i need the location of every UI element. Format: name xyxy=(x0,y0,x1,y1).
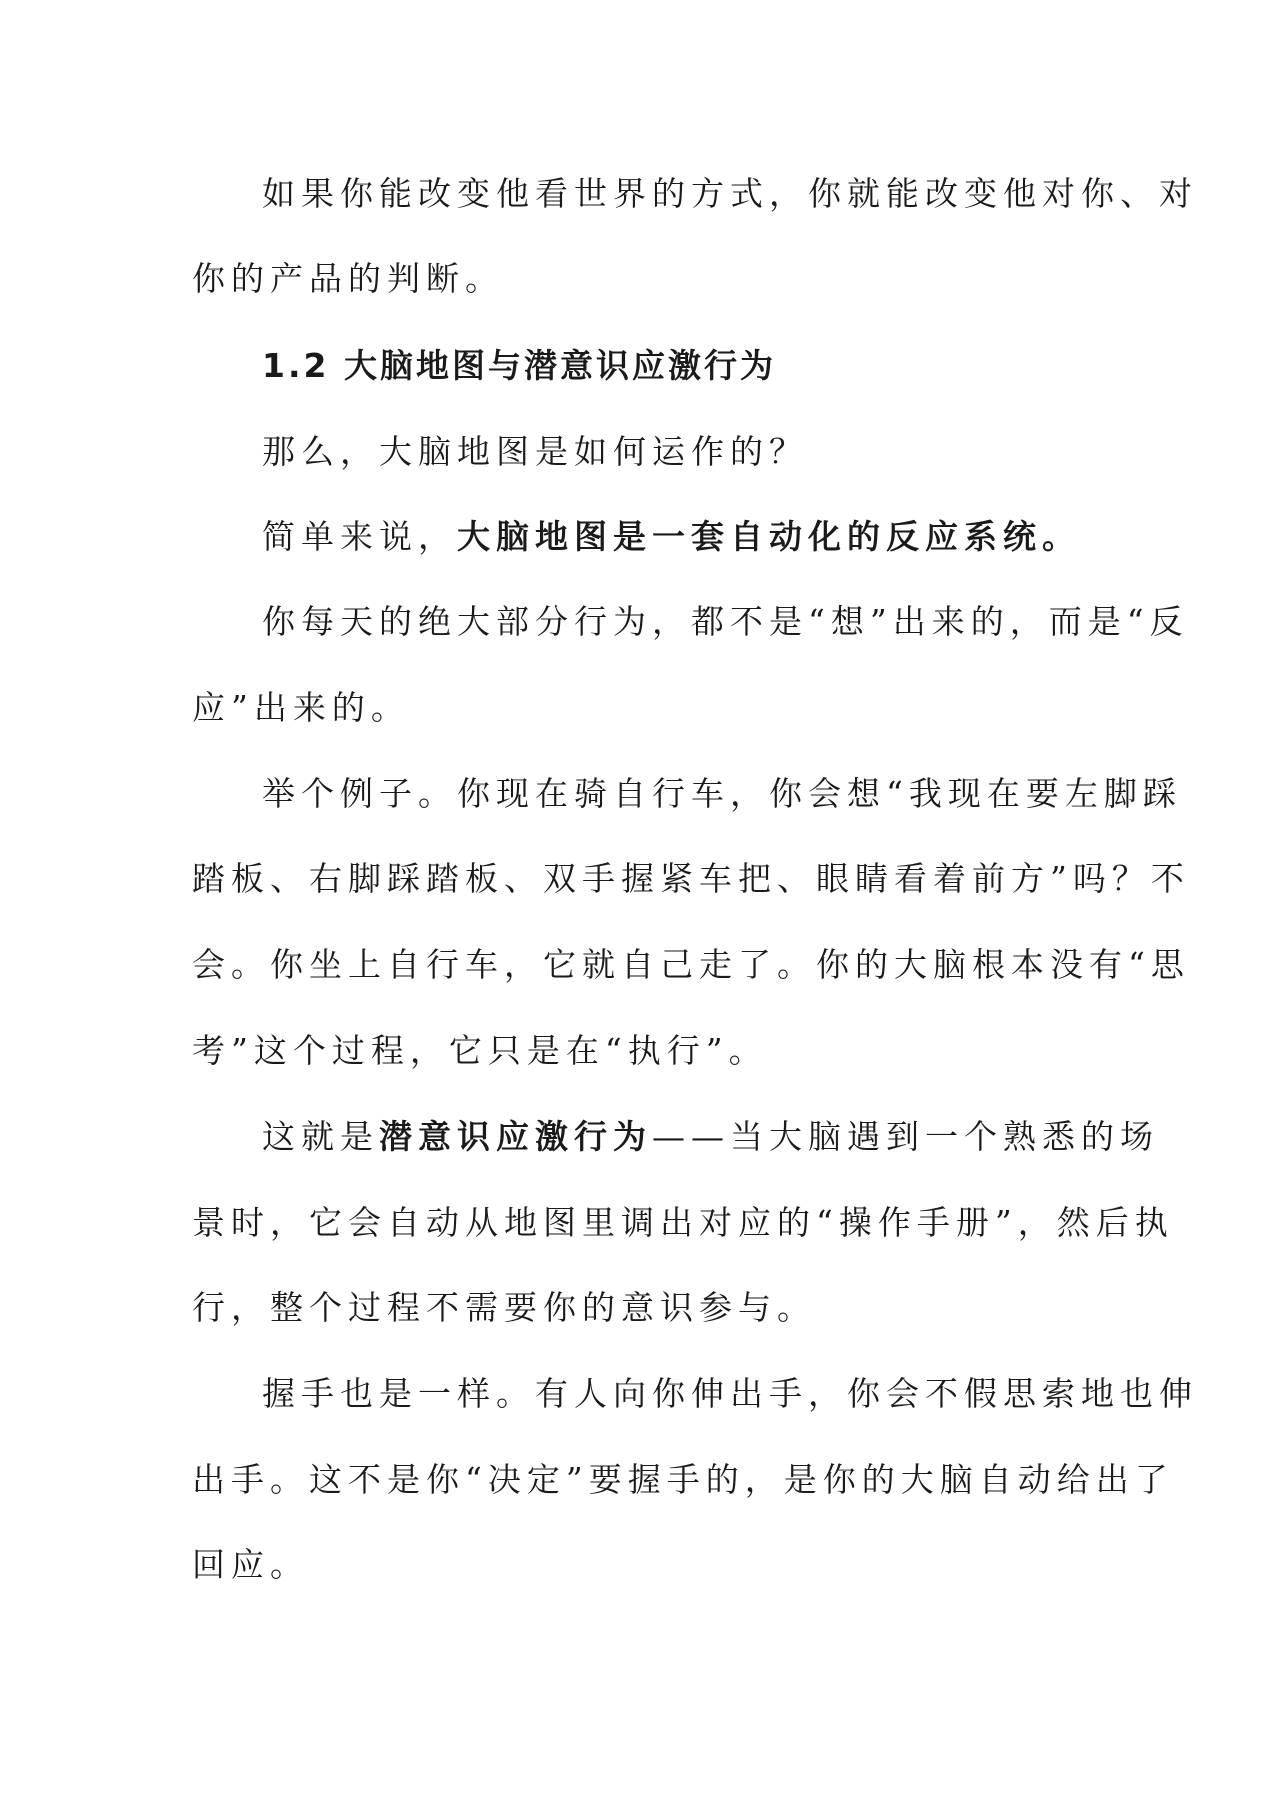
paragraph-5-line-3: 会。你坐上自行车，它就自己走了。你的大脑根本没有“思 xyxy=(192,945,1190,984)
paragraph-6-line-1 xyxy=(262,1115,1159,1159)
paragraph-5-line-4: 考”这个过程，它只是在“执行”。 xyxy=(192,1031,768,1070)
section-heading: 1.2 大脑地图与潜意识应激行为 xyxy=(262,346,776,385)
paragraph-5-line-1: 举个例子。你现在骑自行车，你会想“我现在要左脚踩 xyxy=(262,774,1182,813)
paragraph-4-line-1: 你每天的绝大部分行为，都不是“想”出来的，而是“反 xyxy=(262,602,1189,641)
paragraph-7-line-3: 回应。 xyxy=(192,1545,309,1584)
paragraph-1-line-1: 如果你能改变他看世界的方式，你就能改变他对你、对 xyxy=(262,174,1198,213)
paragraph-2: 那么，大脑地图是如何运作的？ xyxy=(262,432,808,471)
paragraph-3 xyxy=(262,515,1081,559)
paragraph-7-line-1: 握手也是一样。有人向你伸出手，你会不假思索地也伸 xyxy=(262,1374,1198,1413)
paragraph-6-line-2: 景时，它会自动从地图里调出对应的“操作手册”，然后执 xyxy=(192,1203,1174,1242)
paragraph-4-line-2: 应”出来的。 xyxy=(192,688,410,727)
paragraph-3-bold: 大脑地图是一套自动化的反应系统。 xyxy=(457,517,1081,556)
paragraph-1-line-2: 你的产品的判断。 xyxy=(192,259,504,298)
paragraph-7-line-2: 出手。这不是你“决定”要握手的，是你的大脑自动给出了 xyxy=(192,1460,1174,1499)
paragraph-6-bold: 潜意识应激行为 xyxy=(379,1117,652,1156)
paragraph-6-line-3: 行，整个过程不需要你的意识参与。 xyxy=(192,1288,816,1327)
paragraph-6-prefix: 这就是 xyxy=(262,1117,379,1156)
paragraph-3-prefix: 简单来说， xyxy=(262,517,457,556)
paragraph-6-suffix: ——当大脑遇到一个熟悉的场 xyxy=(652,1117,1159,1156)
paragraph-5-line-2: 踏板、右脚踩踏板、双手握紧车把、眼睛看着前方”吗？不 xyxy=(192,859,1190,898)
